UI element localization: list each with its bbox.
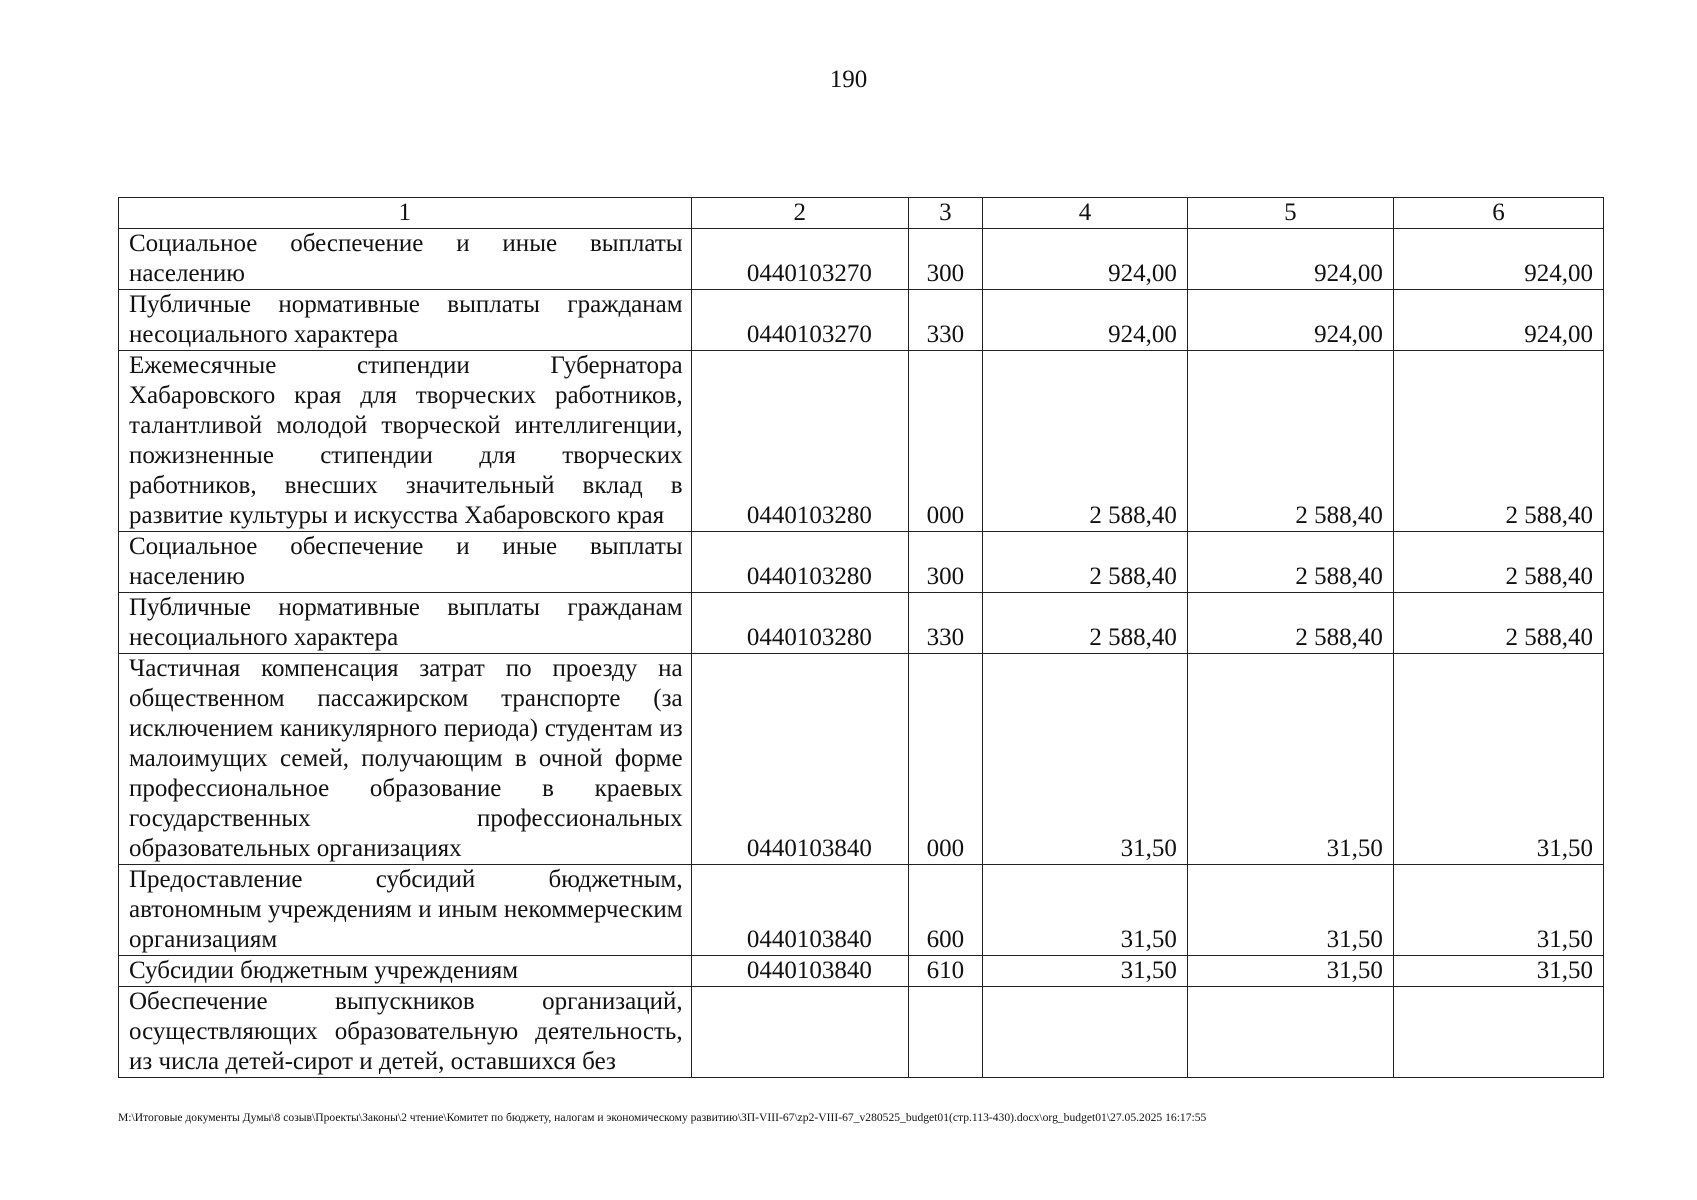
table-row	[119, 532, 1604, 593]
row-expense-type: 300	[908, 532, 982, 593]
row-value-1: 31,50	[983, 865, 1188, 956]
row-value-2: 924,00	[1187, 229, 1393, 290]
row-value-1: 31,50	[983, 654, 1188, 865]
row-name: Предоставление субсидий бюджетным, автономным учреждениям и иным некоммерческим организациям	[119, 865, 692, 956]
row-name: Обеспечение выпускников организаций, осуществляющих образовательную деятельность, из числа детей-сирот и детей, оставшихся без	[119, 987, 692, 1078]
row-expense-type: 330	[908, 290, 982, 351]
table-header-row	[119, 198, 1604, 229]
table-row	[119, 290, 1604, 351]
header-cell: 5	[1187, 198, 1393, 229]
row-value-3: 31,50	[1393, 865, 1603, 956]
budget-table	[118, 197, 1604, 1078]
row-value-1: 31,50	[983, 956, 1188, 987]
row-expense-type: 000	[908, 654, 982, 865]
row-name: Публичные нормативные выплаты гражданам несоциального характера	[119, 290, 692, 351]
row-value-3	[1393, 987, 1603, 1078]
row-value-1: 924,00	[983, 290, 1188, 351]
table-row	[119, 956, 1604, 987]
table-row	[119, 351, 1604, 532]
row-value-1	[983, 987, 1188, 1078]
row-name: Социальное обеспечение и иные выплаты населению	[119, 229, 692, 290]
row-expense-type: 610	[908, 956, 982, 987]
row-name: Публичные нормативные выплаты гражданам несоциального характера	[119, 593, 692, 654]
row-value-1: 2 588,40	[983, 532, 1188, 593]
header-cell: 1	[119, 198, 692, 229]
table-row	[119, 229, 1604, 290]
row-code: 0440103270	[691, 229, 908, 290]
row-value-1: 2 588,40	[983, 351, 1188, 532]
row-expense-type: 000	[908, 351, 982, 532]
row-value-2: 2 588,40	[1187, 532, 1393, 593]
row-value-2: 31,50	[1187, 865, 1393, 956]
row-code: 0440103280	[691, 593, 908, 654]
row-value-2: 924,00	[1187, 290, 1393, 351]
page-number: 190	[829, 66, 868, 93]
row-value-2: 31,50	[1187, 654, 1393, 865]
row-code: 0440103280	[691, 351, 908, 532]
row-value-3: 924,00	[1393, 229, 1603, 290]
row-code: 0440103840	[691, 956, 908, 987]
row-value-2	[1187, 987, 1393, 1078]
header-cell: 3	[908, 198, 982, 229]
footer-file-path: М:\Итоговые документы Думы\8 созыв\Проекты\Законы\2 чтение\Комитет по бюджету, налогам и экономическому развитию\ЗП-VIII-67\zp2-VIII-67_v280525_budget01(стр.113-430).docx\org_budget01\27.05.2025 16:17:55	[118, 1111, 1207, 1124]
row-value-3: 31,50	[1393, 956, 1603, 987]
header-cell: 2	[691, 198, 908, 229]
row-value-3: 31,50	[1393, 654, 1603, 865]
row-code: 0440103280	[691, 532, 908, 593]
row-name: Ежемесячные стипендии Губернатора Хабаровского края для творческих работников, талантливой молодой творческой интеллигенции, пожизненные стипендии для творческих работников, внесших значительный вклад в развитие культуры и искусства Хабаровского края	[119, 351, 692, 532]
table-row	[119, 987, 1604, 1078]
row-value-1: 924,00	[983, 229, 1188, 290]
row-value-2: 2 588,40	[1187, 593, 1393, 654]
header-cell: 6	[1393, 198, 1603, 229]
row-value-3: 2 588,40	[1393, 532, 1603, 593]
table-row	[119, 865, 1604, 956]
row-expense-type	[908, 987, 982, 1078]
row-expense-type: 330	[908, 593, 982, 654]
row-expense-type: 300	[908, 229, 982, 290]
row-name: Частичная компенсация затрат по проезду на общественном пассажирском транспорте (за исключением каникулярного периода) студентам из малоимущих семей, получающим в очной форме профессиональное образование в краевых государственных профессиональных образовательных организациях	[119, 654, 692, 865]
row-code: 0440103270	[691, 290, 908, 351]
row-value-2: 2 588,40	[1187, 351, 1393, 532]
row-code	[691, 987, 908, 1078]
row-value-3: 2 588,40	[1393, 351, 1603, 532]
row-expense-type: 600	[908, 865, 982, 956]
row-value-1: 2 588,40	[983, 593, 1188, 654]
row-name: Субсидии бюджетным учреждениям	[119, 956, 692, 987]
row-value-3: 924,00	[1393, 290, 1603, 351]
table-row	[119, 654, 1604, 865]
row-code: 0440103840	[691, 865, 908, 956]
header-cell: 4	[983, 198, 1188, 229]
row-code: 0440103840	[691, 654, 908, 865]
table-row	[119, 593, 1604, 654]
row-name: Социальное обеспечение и иные выплаты населению	[119, 532, 692, 593]
row-value-3: 2 588,40	[1393, 593, 1603, 654]
row-value-2: 31,50	[1187, 956, 1393, 987]
